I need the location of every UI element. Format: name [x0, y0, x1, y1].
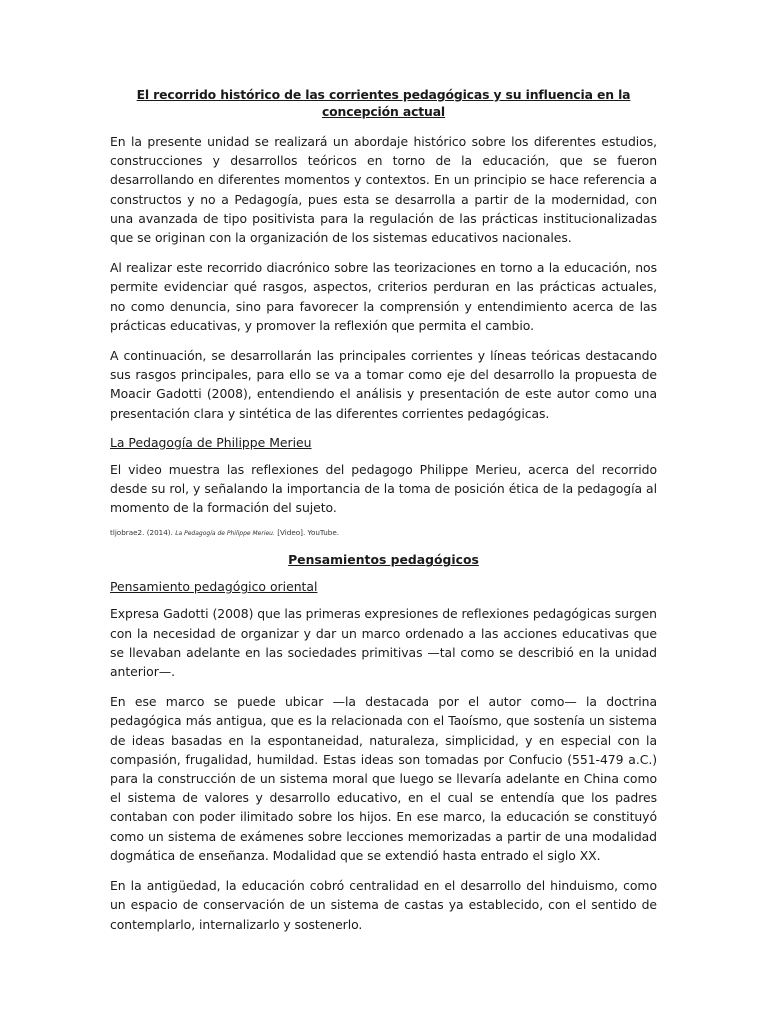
subsection-title: Pensamiento pedagógico oriental — [110, 579, 318, 595]
oriental-paragraph-2: En ese marco se puede ubicar —la destacada por el autor como— la doctrina pedagógica más antigua, que es la relacionada con el Taoísmo, que sostenía un sistema de ideas basadas en la espontaneidad, naturaleza, simplicidad, y en especial con la compasión, frugalidad, humildad. Estas ideas son tomadas por Confucio (551-479 a.C.) para la construcción de un sistema moral que luego se llevaría adelante en China como el sistema de valores y desarrollo educativo, en el cual se entendía que los padres contaban con poder ilimitado sobre los hijos. En ese marco, la educación se constituyó como un sistema de exámenes sobre lecciones memorizadas a partir de una modalidad dogmática de enseñanza. Modalidad que se extendió hasta entrado el siglo XX. — [110, 694, 657, 863]
intro-paragraph-3: A continuación, se desarrollarán las principales corrientes y líneas teóricas destacando sus rasgos principales, para ello se va a tomar como eje del desarrollo la propuesta de Moacir Gadotti (2008), entendiendo el análisis y presentación de este autor como una presentación clara y sintética de las diferentes corrientes pedagógicas. — [110, 348, 657, 421]
citation-author-year: tljobrae2. (2014). — [110, 528, 173, 538]
intro-paragraph-1: En la presente unidad se realizará un abordaje histórico sobre los diferentes estudios, construcciones y desarrollos teóricos en torno de la educación, que se fueron desarrollando en diferentes momentos y contextos. En un principio se hace referencia a constructos y no a Pedagogía, pues esta se desarrolla a partir de la modernidad, con una avanzada de tipo positivista para la regulación de las prácticas institucionalizadas que se originan con la organización de los sistemas educativos nacionales. — [110, 134, 657, 246]
oriental-paragraph-1: Expresa Gadotti (2008) que las primeras expresiones de reflexiones pedagógicas surgen con la necesidad de organizar y dar un marco ordenado a las acciones educativas que se llevaban adelante en las sociedades primitivas —tal como se describió en la unidad anterior—. — [110, 606, 657, 680]
document-title: El recorrido histórico de las corrientes pedagógicas y su influencia en la concepción actual — [136, 87, 631, 119]
video-citation — [110, 528, 657, 539]
citation-work-title: La Pedagogía de Philippe Merieu. — [175, 530, 275, 538]
oriental-paragraph-3: En la antigüedad, la educación cobró centralidad en el desarrollo del hinduismo, como un espacio de conservación de un sistema de castas ya establecido, con el sentido de contemplarlo, internalizarlo y sostenerlo. — [110, 878, 657, 932]
document-page — [110, 86, 657, 945]
video-paragraph: El video muestra las reflexiones del pedagogo Philippe Merieu, acerca del recorrido desde su rol, y señalando la importancia de la toma de posición ética de la pedagogía al momento de la formación del sujeto. — [110, 461, 657, 516]
video-heading: La Pedagogía de Philippe Merieu — [110, 434, 312, 450]
intro-paragraph-2: Al realizar este recorrido diacrónico sobre las teorizaciones en torno a la educación, nos permite evidenciar qué rasgos, aspectos, criterios perduran en las prácticas actuales, no como denuncia, sino para favorecer la comprensión y entendimiento acerca de las prácticas educativas, y promover la reflexión que permita el cambio. — [110, 260, 657, 333]
section-title: Pensamientos pedagógicos — [288, 552, 479, 568]
citation-medium: [Video]. YouTube. — [277, 528, 340, 538]
